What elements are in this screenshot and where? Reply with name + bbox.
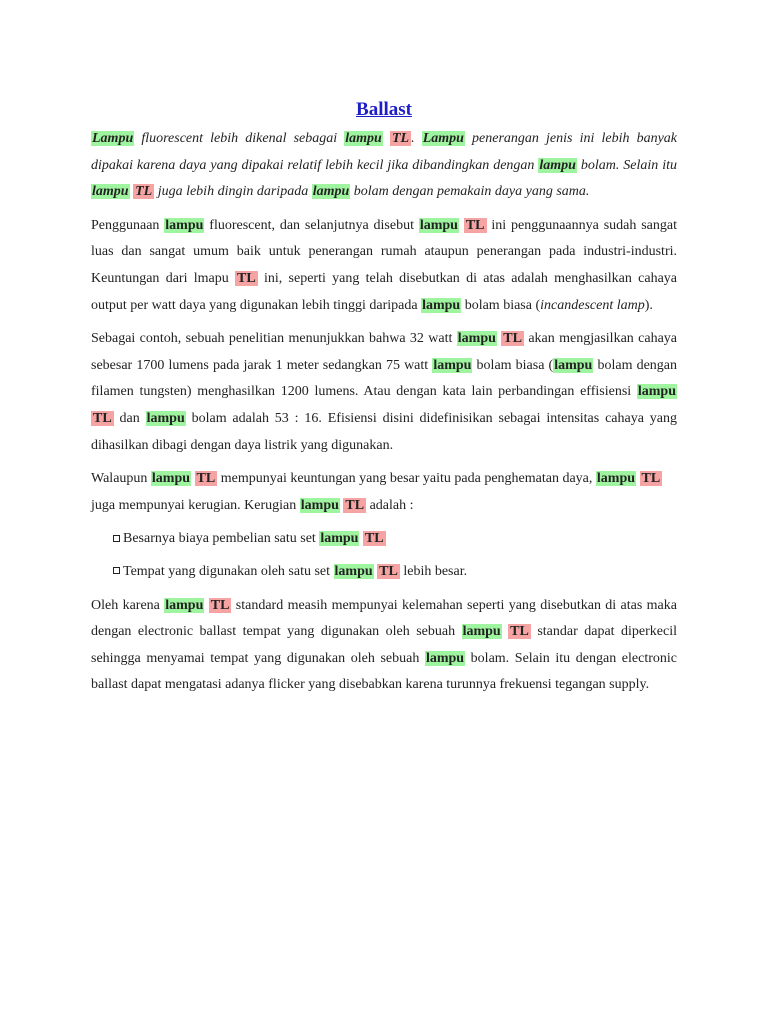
text-run: bolam dengan filamen tungsten) menghasilkan 1200 lumens. Atau dengan kata lain perbandingan effisiensi (91, 357, 678, 400)
text-run: juga lebih dingin daripada (154, 184, 312, 200)
paragraph-intro (91, 126, 677, 206)
highlight-lampu: lampu (151, 471, 191, 487)
text-run: juga mempunyai kerugian. Kerugian (91, 497, 300, 513)
text-run: lebih besar. (399, 563, 468, 579)
highlight-lampu: lampu (165, 597, 204, 613)
list-item (113, 526, 677, 553)
highlight-lampu: lampu (637, 384, 676, 400)
list-item (113, 559, 677, 586)
highlight-lampu: lampu (419, 217, 458, 233)
text-run-italic: incandescent lamp (540, 297, 645, 313)
square-bullet-icon (113, 567, 120, 574)
highlight-tl: TL (465, 217, 485, 233)
highlight-lampu: lampu (345, 131, 382, 146)
highlight-lampu: lampu (146, 410, 185, 426)
text-run: fluorescent lebih dikenal sebagai (134, 131, 345, 146)
highlight-lampu: lampu (433, 357, 472, 373)
text-run: Besarnya biaya pembelian satu set (123, 531, 320, 547)
text-run: bolam biasa ( (472, 357, 554, 373)
highlight-tl: TL (93, 410, 112, 426)
highlight-lampu: Lampu (422, 131, 464, 146)
text-run: Sebagai contoh, sebuah penelitian menunjukkan bahwa 32 watt (91, 331, 457, 347)
highlight-lampu: Lampu (92, 131, 134, 146)
paragraph-usage (91, 213, 677, 319)
text-run: . (411, 131, 422, 146)
text-run: fluorescent, dan selanjutnya disebut (204, 217, 419, 233)
paragraph-example (91, 326, 677, 459)
text-run: ini, seperti yang telah disebutkan di atas adalah menghasilkan cahaya output per watt daya yang digunakan lebih tinggi daripada (91, 270, 677, 313)
highlight-lampu: lampu (92, 184, 129, 200)
highlight-lampu: lampu (165, 217, 204, 233)
highlight-tl: TL (237, 270, 256, 286)
highlight-tl: TL (196, 471, 216, 487)
highlight-tl: TL (379, 563, 398, 579)
disadvantage-list (91, 526, 677, 585)
text-run: mempunyai keuntungan yang besar yaitu pada penghematan daya, (217, 471, 596, 487)
text-run: bolam. Selain itu dengan electronic ballast dapat mengatasi adanya flicker yang disebabkan karena turunnya frekuensi tegangan supply. (91, 650, 677, 693)
highlight-lampu: lampu (320, 531, 359, 547)
text-run: standar dapat diperkecil sehingga menyamai tempat yang digunakan oleh sebuah (91, 624, 677, 666)
highlight-lampu: lampu (596, 471, 636, 487)
text-run: bolam. Selain itu (576, 157, 677, 173)
highlight-tl: TL (210, 597, 230, 613)
highlight-lampu: lampu (539, 157, 576, 173)
text-run: bolam adalah 53 : 16. Efisiensi disini didefinisikan sebagai intensitas cahaya yang dihasilkan dibagi dengan daya listrik yang digunakan. (91, 410, 677, 453)
highlight-tl: TL (641, 471, 661, 487)
highlight-tl: TL (364, 531, 384, 547)
text-run: Oleh karena (91, 597, 165, 613)
highlight-lampu: lampu (457, 331, 496, 347)
text-run: penerangan jenis ini lebih banyak dipakai karena daya yang dipakai relatif lebih kecil jika dibandingkan dengan (91, 131, 678, 173)
highlight-lampu: lampu (312, 184, 350, 200)
text-run: Penggunaan (91, 217, 165, 233)
highlight-lampu: lampu (554, 357, 593, 373)
text-run: bolam dengan pemakain daya yang sama. (350, 184, 590, 200)
text-run: ini penggunaannya sudah sangat luas dan sangat umum baik untuk penerangan rumah ataupun penerangan pada industri-industri. Keuntungan dari lmapu (91, 217, 677, 286)
page-title: Ballast (356, 99, 412, 120)
text-run: dan (113, 410, 146, 426)
square-bullet-icon (113, 535, 120, 542)
highlight-tl: TL (135, 184, 153, 200)
highlight-lampu: lampu (422, 297, 461, 313)
text-run: ). (644, 297, 653, 313)
text-run: standard measih mempunyai kelemahan seperti yang disebutkan di atas maka dengan electronic ballast tempat yang digunakan oleh sebuah (91, 597, 677, 640)
text-run: Walaupun (91, 471, 151, 487)
highlight-tl: TL (391, 131, 410, 146)
highlight-tl: TL (510, 624, 529, 640)
document-page (91, 98, 677, 699)
text-run: bolam biasa ( (461, 297, 541, 313)
paragraph-electronic-ballast (91, 593, 677, 699)
highlight-lampu: lampu (462, 624, 501, 640)
highlight-lampu: lampu (425, 650, 465, 666)
paragraph-disadvantages (91, 466, 677, 519)
text-run: Tempat yang digunakan oleh satu set (123, 563, 334, 579)
text-run: akan mengjasilkan cahaya sebesar 1700 lumens pada jarak 1 meter sedangkan 75 watt (91, 331, 677, 373)
highlight-lampu: lampu (300, 497, 339, 513)
highlight-lampu: lampu (334, 563, 373, 579)
highlight-tl: TL (345, 497, 365, 513)
text-run: adalah : (366, 497, 414, 513)
highlight-tl: TL (503, 331, 522, 347)
